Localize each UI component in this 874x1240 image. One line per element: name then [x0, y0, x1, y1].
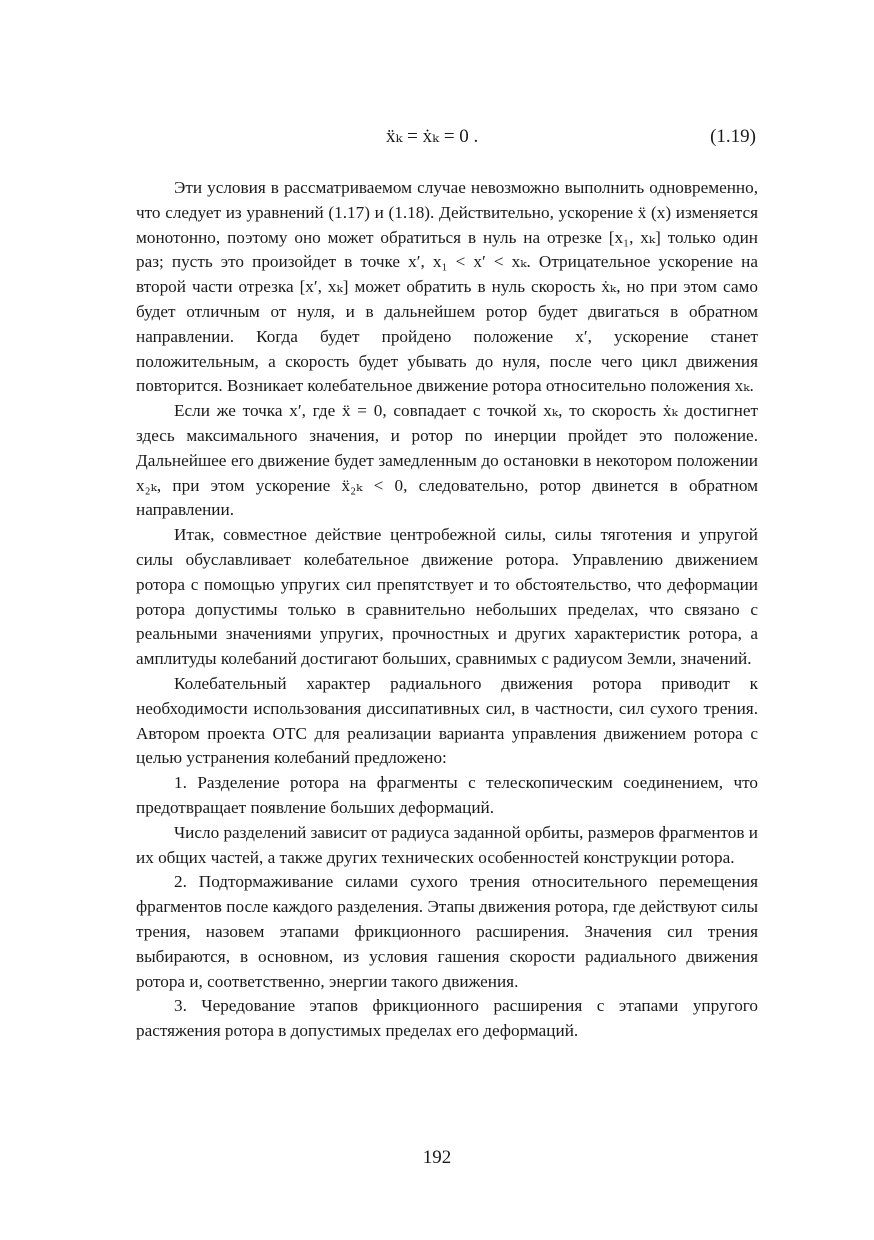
body-text: [136, 176, 758, 1044]
paragraph: 3. Чередование этапов фрикционного расширения с этапами упругого растяжения ротора в допустимых пределах его деформаций.: [136, 996, 758, 1041]
paragraph: 1. Разделение ротора на фрагменты с телескопическим соединением, что предотвращает появление больших деформаций.: [136, 773, 758, 817]
equation-row: [136, 122, 758, 152]
paragraph: Эти условия в рассматриваемом случае невозможно выполнить одновременно, что следует из уравнений (1.17) и (1.18). Действительно, ускорение ẍ (x) изменяется монотонно, поэтому оно может обратиться в нуль на отрезке [x₁, xₖ] только один раз; пусть это произойдет в точке x′, x₁ < x′ < xₖ. Отрицательное ускорение на второй части отрезка [x′, xₖ] может обратить в нуль скорость ẋₖ, но при этом само будет отличным от нуля, и в дальнейшем ротор будет двигаться в обратном направлении. Когда будет пройдено положение x′, ускорение станет положительным, а скорость будет убывать до нуля, после чего цикл движения повторится. Возникает колебательное движение ротора относительно положения xₖ.: [136, 178, 758, 396]
paragraph: 2. Подтормаживание силами сухого трения относительного перемещения фрагментов после каждого разделения. Этапы движения ротора, где действуют силы трения, назовем этапами фрикционного расширения. Значения сил трения выбираются, в основном, из условия гашения скорости радиального движения ротора и, соответственно, энергии такого движения.: [136, 872, 758, 991]
paragraph: Если же точка x′, где ẍ = 0, совпадает с точкой xₖ, то скорость ẋₖ достигнет здесь максимального значения, и ротор по инерции пройдет это положение. Дальнейшее его движение будет замедленным до остановки в некотором положении x₂ₖ, при этом ускорение ẍ₂ₖ < 0, следовательно, ротор двинется в обратном направлении.: [136, 401, 758, 520]
page-number: 192: [422, 1147, 452, 1168]
paragraph: Колебательный характер радиального движения ротора приводит к необходимости использования диссипативных сил, в частности, сил сухого трения. Автором проекта ОТС для реализации варианта управления движением ротора с целью устранения колебаний предложено:: [136, 673, 758, 768]
paragraph: Итак, совместное действие центробежной силы, силы тяготения и упругой силы обуславливает колебательное движение ротора. Управлению движением ротора с помощью упругих сил препятствует и то обстоятельство, что деформации ротора допустимы только в сравнительно небольших пределах, что связано с реальными значениями упругих, прочностных и других характеристик ротора, а амплитуды колебаний достигают больших, сравнимых с радиусом Земли, значений.: [136, 525, 758, 669]
equation: ẍₖ = ẋₖ = 0 .: [386, 126, 479, 147]
equation-number: (1.19): [710, 126, 756, 147]
paragraph: Число разделений зависит от радиуса заданной орбиты, размеров фрагментов и их общих частей, а также других технических особенностей конструкции ротора.: [136, 822, 759, 867]
